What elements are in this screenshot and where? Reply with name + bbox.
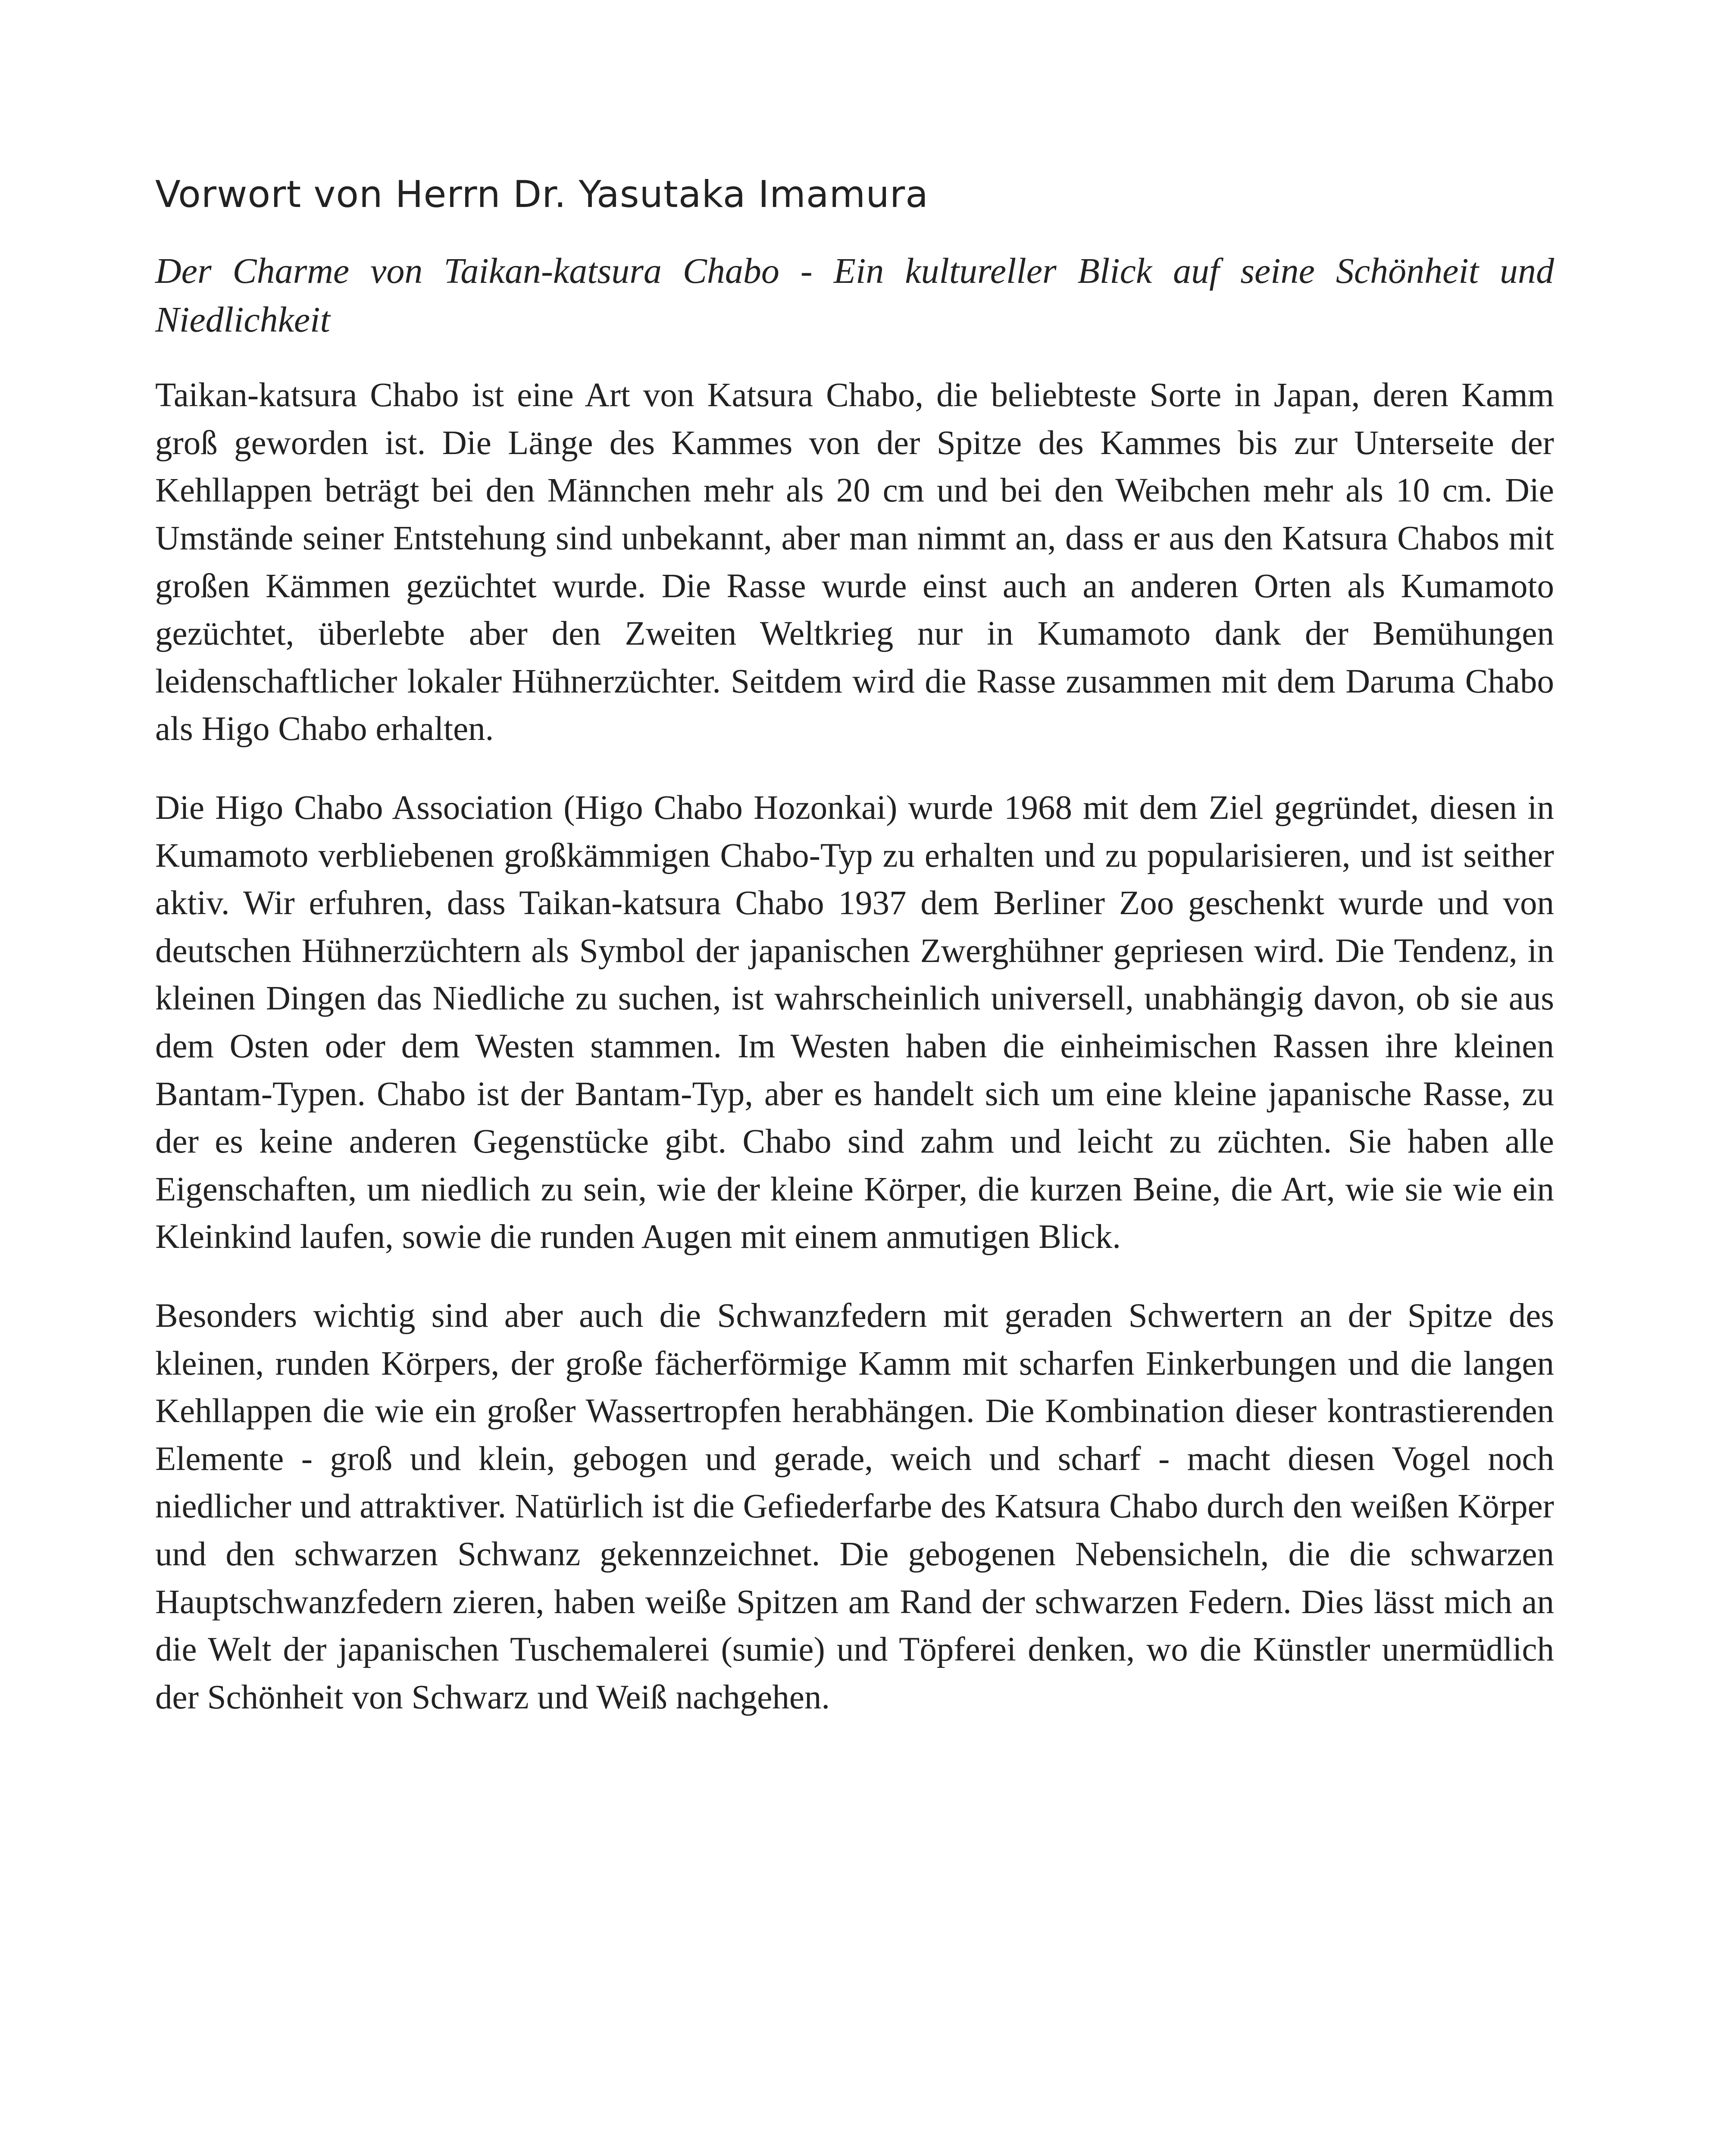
body-paragraph-3: Besonders wichtig sind aber auch die Schwanzfedern mit geraden Schwertern an der Spitze des kleinen, runden Körpers, der große fächerförmige Kamm mit scharfen Einkerbungen und die langen Kehllappen die wie ein großer Wassertropfen herabhängen. Die Kombination dieser kontrastierenden Elemente - groß und klein, gebogen und gerade, weich und scharf - macht diesen Vogel noch niedlicher und attraktiver. Natürlich ist die Gefiederfarbe des Katsura Chabo durch den weißen Körper und den schwarzen Schwanz gekennzeichnet. Die gebogenen Nebensicheln, die die schwarzen Hauptschwanzfedern zieren, haben weiße Spitzen am Rand der schwarzen Federn. Dies lässt mich an die Welt der japanischen Tuschemalerei (sumie) und Töpferei denken, wo die Künstler unermüdlich der Schönheit von Schwarz und Weiß nachgehen. (155, 1297, 1554, 1716)
page-content (155, 172, 1554, 1752)
body-paragraph-1: Taikan-katsura Chabo ist eine Art von Katsura Chabo, die beliebteste Sorte in Japan, deren Kamm groß geworden ist. Die Länge des Kammes von der Spitze des Kammes bis zur Unterseite der Kehllappen beträgt bei den Männchen mehr als 20 cm und bei den Weibchen mehr als 10 cm. Die Umstände seiner Entstehung sind unbekannt, aber man nimmt an, dass er aus den Katsura Chabos mit großen Kämmen gezüchtet wurde. Die Rasse wurde einst auch an anderen Orten als Kumamoto gezüchtet, überlebte aber den Zweiten Weltkrieg nur in Kumamoto dank der Bemühungen leidenschaftlicher lokaler Hühnerzüchter. Seitdem wird die Rasse zusammen mit dem Daruma Chabo als Higo Chabo erhalten. (155, 376, 1554, 748)
body-paragraph-2: Die Higo Chabo Association (Higo Chabo Hozonkai) wurde 1968 mit dem Ziel gegründet, diesen in Kumamoto verbliebenen großkämmigen Chabo-Typ zu erhalten und zu popularisieren, und ist seither aktiv. Wir erfuhren, dass Taikan-katsura Chabo 1937 dem Berliner Zoo geschenkt wurde und von deutschen Hühnerzüchtern als Symbol der japanischen Zwerghühner gepriesen wird. Die Tendenz, in kleinen Dingen das Niedliche zu suchen, ist wahrscheinlich universell, unabhängig davon, ob sie aus dem Osten oder dem Westen stammen. Im Westen haben die einheimischen Rassen ihre kleinen Bantam-Typen. Chabo ist der Bantam-Typ, aber es handelt sich um eine kleine japanische Rasse, zu der es keine anderen Gegenstücke gibt. Chabo sind zahm und leicht zu züchten. Sie haben alle Eigenschaften, um niedlich zu sein, wie der kleine Körper, die kurzen Beine, die Art, wie sie wie ein Kleinkind laufen, sowie die runden Augen mit einem anmutigen Blick. (155, 789, 1554, 1256)
page-subtitle: Der Charme von Taikan-katsura Chabo - Ein kultureller Blick auf seine Schönheit und Niedlichkeit (155, 251, 1554, 340)
page-heading: Vorwort von Herrn Dr. Yasutaka Imamura (155, 173, 929, 216)
